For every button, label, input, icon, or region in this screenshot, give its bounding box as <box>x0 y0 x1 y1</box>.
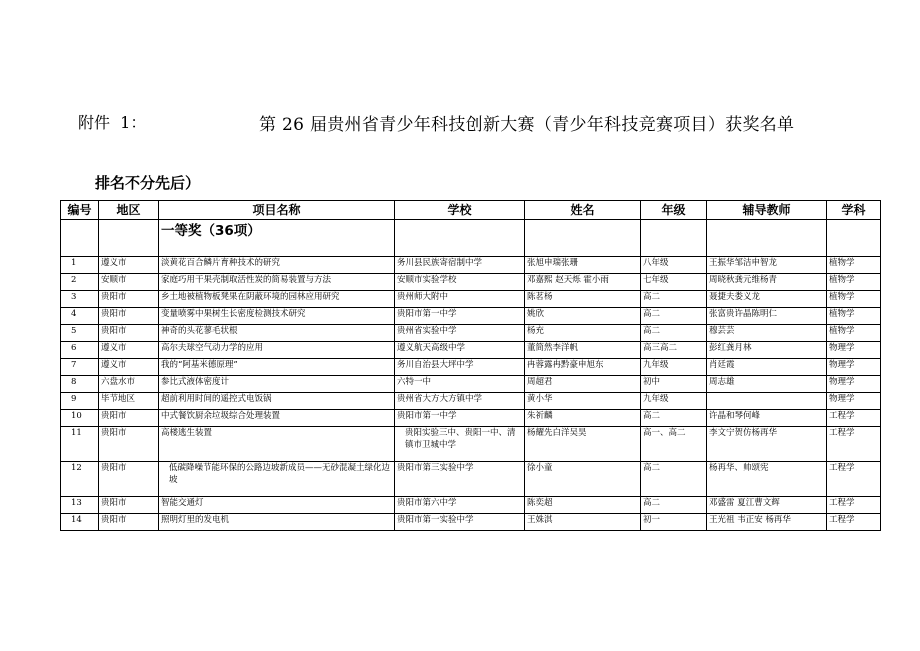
row-subject: 工程学 <box>827 514 881 531</box>
empty-cell <box>707 220 827 257</box>
row-subject: 工程学 <box>827 462 881 497</box>
row-project-name: 照明灯里的发电机 <box>159 514 395 531</box>
row-teachers: 许晶和琴何峰 <box>707 410 827 427</box>
column-header-school: 学校 <box>395 201 525 220</box>
table-row <box>61 257 881 274</box>
row-grade: 九年级 <box>641 359 707 376</box>
awards-table <box>60 200 881 531</box>
document-title: 第 26 届贵州省青少年科技创新大赛（青少年科技竞赛项目）获奖名单 <box>259 115 795 135</box>
row-student-names: 冉蓉露冉黔豪申旭东 <box>525 359 641 376</box>
column-header-grade: 年级 <box>641 201 707 220</box>
row-school: 贵阳市第一实验中学 <box>395 514 525 531</box>
row-student-names: 周超君 <box>525 376 641 393</box>
empty-cell <box>61 220 99 257</box>
row-subject: 工程学 <box>827 410 881 427</box>
row-grade: 八年级 <box>641 257 707 274</box>
row-student-names: 邓嘉熙 赵天烁 霍小雨 <box>525 274 641 291</box>
row-region: 毕节地区 <box>99 393 159 410</box>
row-region: 贵阳市 <box>99 427 159 462</box>
column-header-project: 项目名称 <box>159 201 395 220</box>
row-number: 9 <box>61 393 99 410</box>
row-number: 2 <box>61 274 99 291</box>
row-student-names: 陈奕超 <box>525 497 641 514</box>
row-school: 六特一中 <box>395 376 525 393</box>
row-subject: 植物学 <box>827 325 881 342</box>
row-teachers: 彭红龚月林 <box>707 342 827 359</box>
row-grade: 高二 <box>641 497 707 514</box>
row-project-name: 淡黄花百合鳞片育种技术的研究 <box>159 257 395 274</box>
row-school: 务川自治县大坪中学 <box>395 359 525 376</box>
row-subject: 物理学 <box>827 393 881 410</box>
row-grade: 九年级 <box>641 393 707 410</box>
row-school: 务川县民族寄宿制中学 <box>395 257 525 274</box>
row-teachers: 张富贵许晶陈明仁 <box>707 308 827 325</box>
row-project-name: 我的“阿基米德原理” <box>159 359 395 376</box>
row-student-names: 杨耀先白洋吴昊 <box>525 427 641 462</box>
row-region: 六盘水市 <box>99 376 159 393</box>
row-number: 5 <box>61 325 99 342</box>
row-student-names: 朱祈麟 <box>525 410 641 427</box>
row-number: 10 <box>61 410 99 427</box>
row-number: 11 <box>61 427 99 462</box>
row-teachers: 穆芸芸 <box>707 325 827 342</box>
row-region: 贵阳市 <box>99 308 159 325</box>
row-student-names: 张旭申瑞张珊 <box>525 257 641 274</box>
row-region: 贵阳市 <box>99 462 159 497</box>
row-project-name: 高楼逃生装置 <box>159 427 395 462</box>
row-school: 安顺市实验学校 <box>395 274 525 291</box>
award-level-label: 一等奖（36项） <box>159 220 395 257</box>
row-number: 3 <box>61 291 99 308</box>
row-number: 12 <box>61 462 99 497</box>
row-subject: 植物学 <box>827 291 881 308</box>
header-row <box>61 201 881 220</box>
table-row <box>61 410 881 427</box>
column-header-teacher: 辅导教师 <box>707 201 827 220</box>
row-subject: 物理学 <box>827 359 881 376</box>
attachment-label: 附件 1： <box>78 113 147 132</box>
row-subject: 植物学 <box>827 257 881 274</box>
row-subject: 物理学 <box>827 342 881 359</box>
row-project-name: 神奇的头花蓼毛状根 <box>159 325 395 342</box>
empty-cell <box>525 220 641 257</box>
row-teachers: 李文宁贺仿杨再华 <box>707 427 827 462</box>
row-grade: 高二 <box>641 462 707 497</box>
row-grade: 高三高二 <box>641 342 707 359</box>
ranking-note: 排名不分先后） <box>95 174 201 192</box>
row-school: 贵阳实验三中、贵阳一中、清镇市卫城中学 <box>395 427 525 462</box>
table-row <box>61 497 881 514</box>
table-row <box>61 274 881 291</box>
row-number: 7 <box>61 359 99 376</box>
row-teachers <box>707 393 827 410</box>
row-student-names: 黄小华 <box>525 393 641 410</box>
row-project-name: 智能交通灯 <box>159 497 395 514</box>
row-region: 贵阳市 <box>99 514 159 531</box>
row-number: 4 <box>61 308 99 325</box>
row-school: 贵州省实验中学 <box>395 325 525 342</box>
row-region: 遵义市 <box>99 342 159 359</box>
row-school: 贵阳市第一中学 <box>395 410 525 427</box>
row-grade: 高二 <box>641 308 707 325</box>
row-student-names: 姚欣 <box>525 308 641 325</box>
row-project-name: 家庭巧用干果壳制取活性炭的简易装置与方法 <box>159 274 395 291</box>
table-row <box>61 325 881 342</box>
row-project-name: 低碳降噪节能环保的公路边坡新成员——无砂混凝土绿化边坡 <box>159 462 395 497</box>
row-student-names: 徐小童 <box>525 462 641 497</box>
row-teachers: 周晓秋龚元维杨青 <box>707 274 827 291</box>
row-project-name: 参比式液体密度计 <box>159 376 395 393</box>
row-grade: 初一 <box>641 514 707 531</box>
row-teachers: 王振华邹洁申智龙 <box>707 257 827 274</box>
row-grade: 高一、高二 <box>641 427 707 462</box>
row-number: 8 <box>61 376 99 393</box>
row-region: 遵义市 <box>99 257 159 274</box>
row-school: 贵阳市第一中学 <box>395 308 525 325</box>
table-row <box>61 462 881 497</box>
row-student-names: 王姝淇 <box>525 514 641 531</box>
row-teachers: 肖廷霞 <box>707 359 827 376</box>
row-project-name: 变量喷雾中果树生长密度检测技术研究 <box>159 308 395 325</box>
row-school: 贵州师大附中 <box>395 291 525 308</box>
row-subject: 植物学 <box>827 274 881 291</box>
row-subject: 工程学 <box>827 427 881 462</box>
row-school: 遵义航天高级中学 <box>395 342 525 359</box>
row-project-name: 高尔夫球空气动力学的应用 <box>159 342 395 359</box>
column-header-region: 地区 <box>99 201 159 220</box>
row-number: 6 <box>61 342 99 359</box>
row-number: 13 <box>61 497 99 514</box>
table-row <box>61 427 881 462</box>
row-grade: 高二 <box>641 410 707 427</box>
table-row <box>61 342 881 359</box>
row-student-names: 陈茗杨 <box>525 291 641 308</box>
row-subject: 工程学 <box>827 497 881 514</box>
row-subject: 物理学 <box>827 376 881 393</box>
row-school: 贵阳市第六中学 <box>395 497 525 514</box>
row-number: 14 <box>61 514 99 531</box>
row-grade: 初中 <box>641 376 707 393</box>
row-student-names: 董简然李洋帆 <box>525 342 641 359</box>
row-region: 贵阳市 <box>99 325 159 342</box>
row-school: 贵阳市第三实验中学 <box>395 462 525 497</box>
row-project-name: 中式餐饮厨余垃圾综合处理装置 <box>159 410 395 427</box>
table-row <box>61 359 881 376</box>
row-teachers: 周志雄 <box>707 376 827 393</box>
award-level-row <box>61 220 881 257</box>
row-subject: 植物学 <box>827 308 881 325</box>
table-row <box>61 308 881 325</box>
row-teachers: 王光祖 韦正安 杨再华 <box>707 514 827 531</box>
empty-cell <box>827 220 881 257</box>
row-school: 贵州省大方大方镇中学 <box>395 393 525 410</box>
table-row <box>61 514 881 531</box>
row-student-names: 杨充 <box>525 325 641 342</box>
row-grade: 高二 <box>641 325 707 342</box>
table-row <box>61 291 881 308</box>
table-row <box>61 393 881 410</box>
empty-cell <box>641 220 707 257</box>
row-teachers: 杨再华、帅颂宪 <box>707 462 827 497</box>
row-project-name: 超前利用时间的遥控式电饭锅 <box>159 393 395 410</box>
row-number: 1 <box>61 257 99 274</box>
column-header-subject: 学科 <box>827 201 881 220</box>
empty-cell <box>99 220 159 257</box>
table-row <box>61 376 881 393</box>
row-region: 贵阳市 <box>99 410 159 427</box>
column-header-name: 姓名 <box>525 201 641 220</box>
row-project-name: 乡土地被植物板凳果在阴蔽环境的园林应用研究 <box>159 291 395 308</box>
row-teachers: 邓盛雷 夏江曹文辉 <box>707 497 827 514</box>
column-header-no: 编号 <box>61 201 99 220</box>
empty-cell <box>395 220 525 257</box>
row-grade: 七年级 <box>641 274 707 291</box>
row-region: 贵阳市 <box>99 497 159 514</box>
row-grade: 高二 <box>641 291 707 308</box>
row-region: 贵阳市 <box>99 291 159 308</box>
row-region: 安顺市 <box>99 274 159 291</box>
row-teachers: 聂捷夫娄义龙 <box>707 291 827 308</box>
row-region: 遵义市 <box>99 359 159 376</box>
